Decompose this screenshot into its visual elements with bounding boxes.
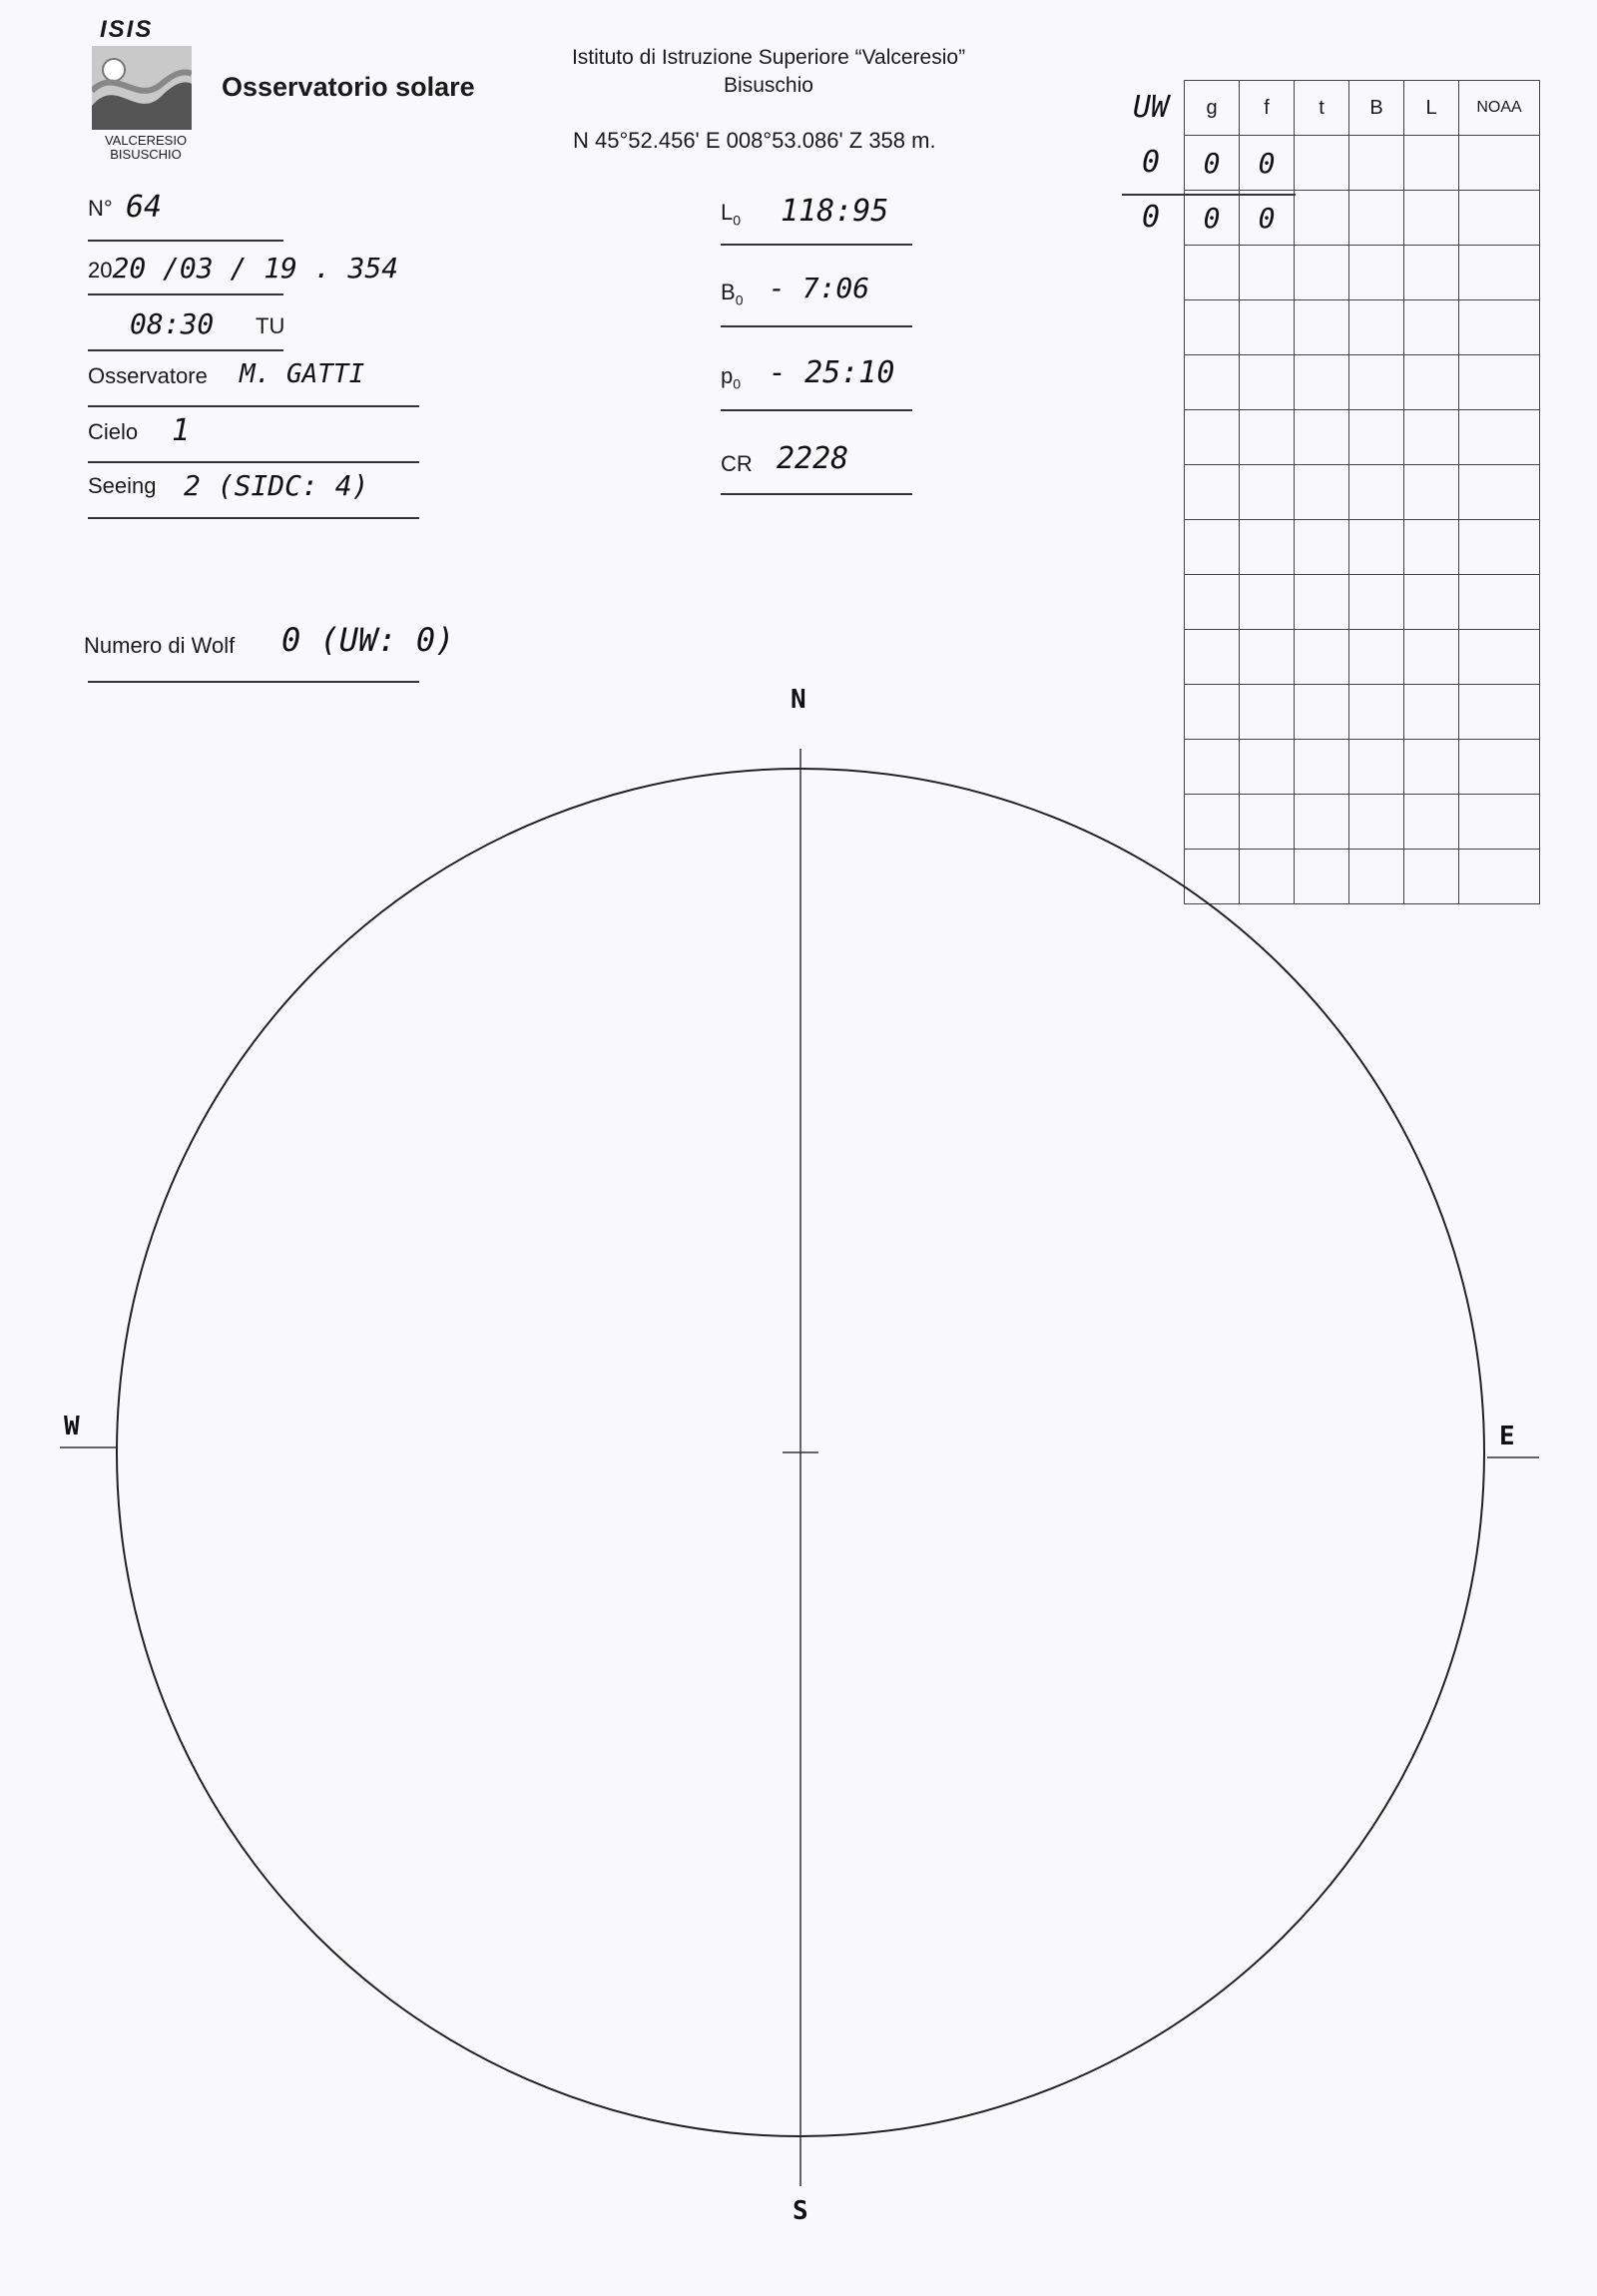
- logo-sub-line2: BISUSCHIO: [110, 147, 182, 162]
- uw-header: UW: [1132, 90, 1170, 125]
- b0-letter: B: [721, 280, 736, 304]
- sky-value: 1: [172, 413, 191, 448]
- wolf-label: Numero di Wolf: [84, 633, 236, 658]
- l0-letter: L: [721, 200, 734, 225]
- cr-value: 2228: [777, 441, 849, 476]
- time-value: 08:30: [130, 307, 215, 340]
- header-b: B: [1349, 81, 1404, 136]
- uw-row-2: 0: [1141, 200, 1161, 235]
- logo-brand: ISIS: [100, 16, 154, 43]
- table-cell: 0: [1240, 136, 1295, 191]
- header-f: f: [1240, 81, 1295, 136]
- header-l: L: [1404, 81, 1459, 136]
- header-g: g: [1185, 81, 1240, 136]
- logo-sub-line1: VALCERESIO: [104, 133, 188, 148]
- west-label: W: [64, 1412, 80, 1441]
- seeing-label: Seeing: [88, 473, 157, 498]
- l0-value: 118:95: [781, 194, 889, 229]
- header-t: t: [1295, 81, 1349, 136]
- cr-label: CR: [721, 451, 753, 476]
- number-label: N°: [88, 196, 113, 221]
- sky-label: Cielo: [88, 419, 139, 444]
- observer-label: Osservatore: [88, 363, 208, 388]
- institute-line1: Istituto di Istruzione Superiore “Valceresio”: [571, 46, 966, 69]
- l0-sub: 0: [733, 212, 742, 229]
- table-cell: 0: [1185, 191, 1240, 246]
- east-label: E: [1499, 1422, 1515, 1451]
- table-cell: 0: [1185, 136, 1240, 191]
- uw-row-1: 0: [1141, 145, 1161, 180]
- b0-sub: 0: [735, 291, 744, 308]
- south-label: S: [793, 2196, 808, 2226]
- p0-value: - 25:10: [769, 355, 895, 390]
- north-label: N: [791, 685, 806, 715]
- time-unit: TU: [256, 313, 285, 338]
- seeing-value: 2 (SIDC: 4): [184, 469, 369, 502]
- p0-letter: p: [721, 363, 734, 388]
- wolf-value: 0 (UW: 0): [281, 621, 455, 659]
- p0-sub: 0: [733, 375, 742, 392]
- b0-value: - 7:06: [769, 272, 870, 304]
- table-cell: 0: [1240, 191, 1295, 246]
- institute-line2: Bisuschio: [724, 74, 813, 97]
- date-prefix: 20: [88, 258, 113, 283]
- page-title: Osservatorio solare: [222, 72, 475, 102]
- header-noaa: NOAA: [1459, 81, 1540, 136]
- date-handwritten: 20 /03 / 19 . 354: [112, 252, 399, 285]
- observer-value: M. GATTI: [240, 359, 365, 389]
- site-coordinates: N 45°52.456' E 008°53.086' Z 358 m.: [573, 128, 936, 153]
- number-value: 64: [126, 190, 163, 225]
